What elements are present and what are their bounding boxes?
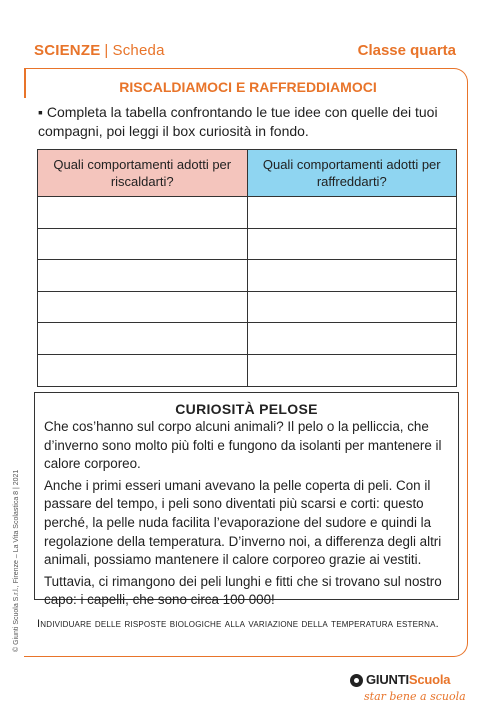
logo-brand-accent: Scuola <box>408 672 451 687</box>
curiosity-paragraph: Che cos’hanno sul corpo alcuni animali? Il pelo o la pelliccia, che d’inverno sono molto più folti e fungono da isolanti per mantenere il calore corporeo. <box>44 419 442 472</box>
answer-cell-warm[interactable] <box>38 291 248 323</box>
curiosity-paragraph: Tuttavia, ci rimangono dei peli lunghi e fitti che si trovano sul nostro capo: i capelli, che sono circa 100 000! <box>44 573 442 608</box>
header-subject <box>34 42 165 59</box>
logo-wordmark <box>366 672 450 687</box>
answer-cell-warm[interactable] <box>38 323 248 355</box>
table-row <box>38 197 457 229</box>
table-row <box>38 354 457 386</box>
answer-cell-warm[interactable] <box>38 260 248 292</box>
subject-label: SCIENZE <box>34 42 101 59</box>
answer-cell-warm[interactable] <box>38 197 248 229</box>
table-header-row <box>38 150 457 197</box>
table-row <box>38 228 457 260</box>
answer-cell-cool[interactable] <box>247 291 457 323</box>
worksheet-instruction: ▪ Completa la tabella confrontando le tue idee con quelle dei tuoi compagni, poi leggi il box curiosità in fondo. <box>38 104 438 139</box>
answer-cell-cool[interactable] <box>247 197 457 229</box>
worksheet-title: RISCALDIAMOCI E RAFFREDDIAMOCI <box>119 79 377 95</box>
publisher-logo <box>350 672 466 712</box>
worksheet-frame-edge <box>24 68 26 98</box>
header-separator: | <box>104 42 109 59</box>
table-body <box>38 197 457 387</box>
table-row <box>38 291 457 323</box>
curiosity-box-text <box>44 418 454 613</box>
copyright-notice: © Giunti Scuola S.r.l., Firenze – La Vita Scolastica 8 | 2021 <box>13 469 20 652</box>
answer-cell-warm[interactable] <box>38 228 248 260</box>
grade-label: Classe quarta <box>357 42 456 59</box>
answer-cell-warm[interactable] <box>38 354 248 386</box>
comparison-table <box>37 149 457 387</box>
answer-cell-cool[interactable] <box>247 228 457 260</box>
table-row <box>38 323 457 355</box>
logo-mark-icon <box>350 674 363 687</box>
answer-cell-cool[interactable] <box>247 260 457 292</box>
answer-cell-cool[interactable] <box>247 354 457 386</box>
column-header-cool: Quali comportamenti adotti per raffreddarti? <box>247 150 457 197</box>
table-row <box>38 260 457 292</box>
curiosity-paragraph: Anche i primi esseri umani avevano la pelle coperta di peli. Con il passare del tempo, i peli sono diventati più scarsi e corti: questo perché, la pelle nuda facilita l’evaporazione del sudore e quindi la regolazione della temperatura. D’inverno noi, a differenza degli altri animali, possiamo mantenere il calore corporeo grazie ai vestiti. <box>44 477 442 568</box>
section-label: Scheda <box>112 42 165 59</box>
column-header-warm: Quali comportamenti adotti per riscaldarti? <box>38 150 248 197</box>
learning-objective: Individuare delle risposte biologiche alla variazione della temperatura esterna. <box>37 618 439 630</box>
logo-brand-main: GIUNTI <box>366 672 409 687</box>
answer-cell-cool[interactable] <box>247 323 457 355</box>
curiosity-box-title: CURIOSITÀ PELOSE <box>175 401 318 417</box>
logo-tagline: star bene a scuola <box>364 690 466 703</box>
